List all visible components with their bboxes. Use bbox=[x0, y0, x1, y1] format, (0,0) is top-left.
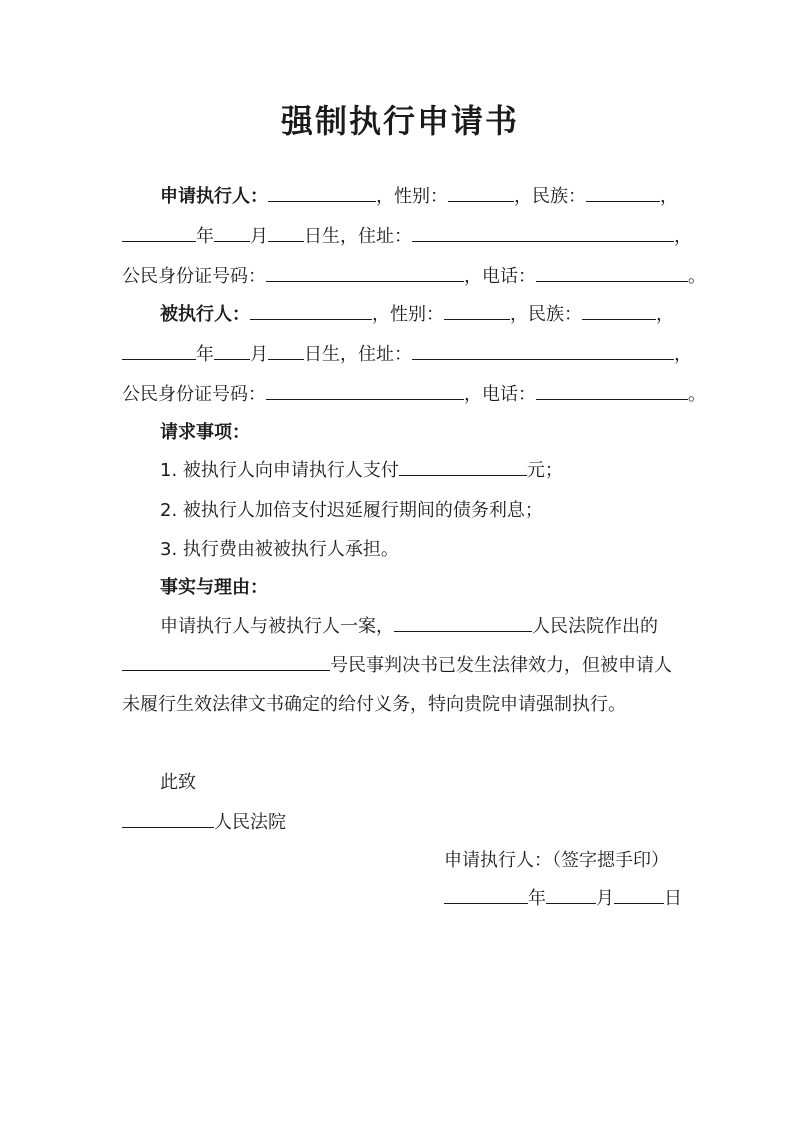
applicant-birth-year-blank bbox=[122, 223, 196, 242]
request-item-1-unit: 元； bbox=[526, 460, 563, 481]
signature-label: 申请执行人：（签字摁手印） bbox=[444, 850, 669, 871]
sign-day-label: 日 bbox=[664, 888, 682, 909]
facts-heading: 事实与理由： bbox=[160, 577, 268, 598]
sign-year-blank bbox=[444, 885, 528, 904]
applicant-ethnic-label: ，民族： bbox=[514, 186, 586, 207]
applicant-ethnic-blank bbox=[586, 183, 660, 202]
applicant-address-label: 日生，住址： bbox=[304, 226, 412, 247]
sign-month-blank bbox=[546, 885, 596, 904]
applicant-birth-month-blank bbox=[214, 223, 250, 242]
respondent-id-label: 公民身份证号码： bbox=[122, 384, 266, 405]
applicant-line-3 bbox=[122, 262, 706, 292]
facts-line-2-suffix: 号民事判决书已发生法律效力，但被申请人 bbox=[330, 655, 672, 676]
facts-line-3: 未履行生效法律文书确定的给付义务，特向贵院申请强制执行。 bbox=[122, 694, 626, 715]
applicant-gender-label: ，性别： bbox=[376, 186, 448, 207]
sign-month-label: 月 bbox=[596, 888, 614, 909]
requests-heading: 请求事项： bbox=[160, 422, 250, 443]
respondent-gender-label: ，性别： bbox=[372, 304, 444, 325]
closing-court-line bbox=[122, 808, 286, 838]
applicant-comma-2: ， bbox=[674, 226, 692, 247]
sign-year-label: 年 bbox=[528, 888, 546, 909]
applicant-line-2 bbox=[122, 222, 692, 252]
respondent-year-label: 年 bbox=[196, 344, 214, 365]
request-item-2: 2. 被执行人加倍支付迟延履行期间的债务利息； bbox=[160, 500, 543, 521]
applicant-gender-blank bbox=[448, 183, 514, 202]
applicant-label: 申请执行人： bbox=[160, 186, 268, 207]
applicant-month-label: 月 bbox=[250, 226, 268, 247]
closing-court-label: 人民法院 bbox=[214, 812, 286, 833]
respondent-ethnic-label: ，民族： bbox=[510, 304, 582, 325]
respondent-line-2 bbox=[122, 340, 692, 370]
applicant-year-label: 年 bbox=[196, 226, 214, 247]
applicant-id-blank bbox=[266, 263, 464, 282]
facts-line-2 bbox=[122, 651, 672, 681]
sign-day-blank bbox=[614, 885, 664, 904]
respondent-birth-month-blank bbox=[214, 341, 250, 360]
applicant-phone-blank bbox=[536, 263, 688, 282]
respondent-gender-blank bbox=[444, 301, 510, 320]
facts-line-1-suffix: 人民法院作出的 bbox=[532, 616, 658, 637]
request-item-1 bbox=[160, 456, 563, 486]
applicant-line-1 bbox=[160, 182, 678, 212]
court-name-blank bbox=[394, 613, 532, 632]
respondent-birth-day-blank bbox=[268, 341, 304, 360]
respondent-month-label: 月 bbox=[250, 344, 268, 365]
applicant-comma: ， bbox=[660, 186, 678, 207]
request-item-1-text: 1. 被执行人向申请执行人支付 bbox=[160, 460, 399, 481]
judgment-number-blank bbox=[122, 652, 330, 671]
applicant-phone-label: ，电话： bbox=[464, 266, 536, 287]
respondent-birth-year-blank bbox=[122, 341, 196, 360]
request-item-3: 3. 执行费由被被执行人承担。 bbox=[160, 539, 399, 560]
applicant-address-blank bbox=[412, 223, 674, 242]
respondent-phone-blank bbox=[536, 381, 688, 400]
respondent-name-blank bbox=[250, 301, 372, 320]
respondent-address-label: 日生，住址： bbox=[304, 344, 412, 365]
respondent-label: 被执行人： bbox=[160, 304, 250, 325]
respondent-phone-label: ，电话： bbox=[464, 384, 536, 405]
facts-line-1 bbox=[160, 612, 658, 642]
closing-salute: 此致 bbox=[160, 772, 196, 793]
applicant-period: 。 bbox=[688, 266, 706, 287]
signature-date-line bbox=[444, 884, 682, 914]
respondent-line-1 bbox=[160, 300, 674, 330]
respondent-address-blank bbox=[412, 341, 674, 360]
respondent-comma: ， bbox=[656, 304, 674, 325]
closing-court-blank bbox=[122, 809, 214, 828]
respondent-comma-2: ， bbox=[674, 344, 692, 365]
applicant-id-label: 公民身份证号码： bbox=[122, 266, 266, 287]
facts-line-1-prefix: 申请执行人与被执行人一案， bbox=[160, 616, 394, 637]
document-title: 强制执行申请书 bbox=[280, 102, 519, 140]
applicant-birth-day-blank bbox=[268, 223, 304, 242]
respondent-id-blank bbox=[266, 381, 464, 400]
respondent-period: 。 bbox=[688, 384, 706, 405]
applicant-name-blank bbox=[268, 183, 376, 202]
request-amount-blank bbox=[399, 457, 527, 476]
respondent-ethnic-blank bbox=[582, 301, 656, 320]
respondent-line-3 bbox=[122, 380, 706, 410]
